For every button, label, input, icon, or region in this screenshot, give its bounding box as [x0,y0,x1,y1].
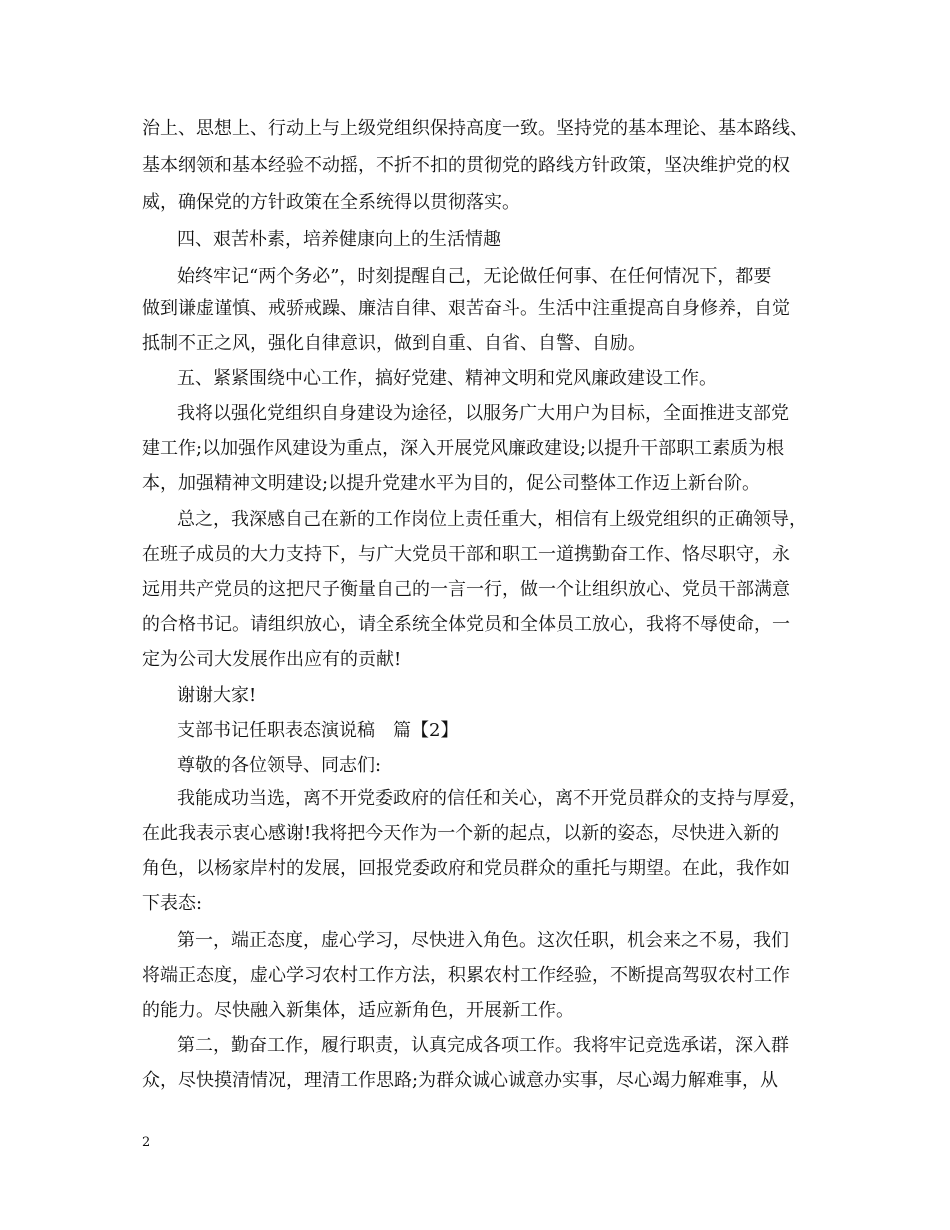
text-line: 角色，以杨家岸村的发展，回报党委政府和党员群众的重托与期望。在此，我作如 [142,858,790,879]
text-line: 定为公司大发展作出应有的贡献! [142,649,402,670]
text-line: 抵制不正之风，强化自律意识，做到自重、自省、自警、自励。 [142,333,646,354]
text-line: 将端正态度，虚心学习农村工作方法，积累农村工作经验，不断提高驾驭农村工作 [142,965,790,986]
salutation: 尊敬的各位领导、同志们: [177,755,382,776]
text-line: 在班子成员的大力支持下，与广大党员干部和职工一道携勤奋工作、恪尽职守，永 [142,544,790,565]
text-line: 第二，勤奋工作，履行职责，认真完成各项工作。我将牢记竞选承诺，深入群 [177,1035,789,1056]
article-heading: 支部书记任职表态演说稿 篇【2】 [177,720,459,741]
text-line: 谢谢大家! [177,685,257,706]
text-line: 始终牢记“两个务必”，时刻提醒自己，无论做任何事、在任何情况下，都要 [177,266,772,287]
text-line: 治上、思想上、行动上与上级党组织保持高度一致。坚持党的基本理论、基本路线、 [142,118,808,139]
section-heading: 四、艰苦朴素，培养健康向上的生活情趣 [177,229,501,250]
text-line: 建工作;以加强作风建设为重点，深入开展党风廉政建设;以提升干部职工素质为根 [142,438,785,459]
page-number: 2 [142,1135,151,1150]
text-line: 远用共产党员的这把尺子衡量自己的一言一行，做一个让组织放心、党员干部满意 [142,579,790,600]
text-line: 第一，端正态度，虚心学习，尽快进入角色。这次任职，机会来之不易，我们 [177,930,789,951]
text-line: 威，确保党的方针政策在全系统得以贯彻落实。 [142,192,520,213]
section-heading: 五、紧紧围绕中心工作，搞好党建、精神文明和党风廉政建设工作。 [177,368,717,389]
text-line: 本，加强精神文明建设;以提升党建水平为目的，促公司整体工作迈上新台阶。 [142,473,761,494]
text-line: 在此我表示衷心感谢!我将把今天作为一个新的起点，以新的姿态，尽快进入新的 [142,823,780,844]
text-line: 总之，我深感自己在新的工作岗位上责任重大，相信有上级党组织的正确领导， [177,509,807,530]
text-line: 众，尽快摸清情况，理清工作思路;为群众诚心诚意办实事，尽心竭力解难事，从 [142,1070,779,1091]
text-line: 做到谦虚谨慎、戒骄戒躁、廉洁自律、艰苦奋斗。生活中注重提高自身修养，自觉 [142,298,790,319]
text-line: 我将以强化党组织自身建设为途径，以服务广大用户为目标，全面推进支部党 [177,403,789,424]
text-line: 的合格书记。请组织放心，请全系统全体党员和全体员工放心，我将不辱使命，一 [142,614,790,635]
text-line: 基本纲领和基本经验不动摇，不折不扣的贯彻党的路线方针政策，坚决维护党的权 [142,155,790,176]
text-line: 的能力。尽快融入新集体，适应新角色，开展新工作。 [142,1000,574,1021]
text-line: 我能成功当选，离不开党委政府的信任和关心，离不开党员群众的支持与厚爱， [177,788,807,809]
text-line: 下表态: [142,893,203,914]
